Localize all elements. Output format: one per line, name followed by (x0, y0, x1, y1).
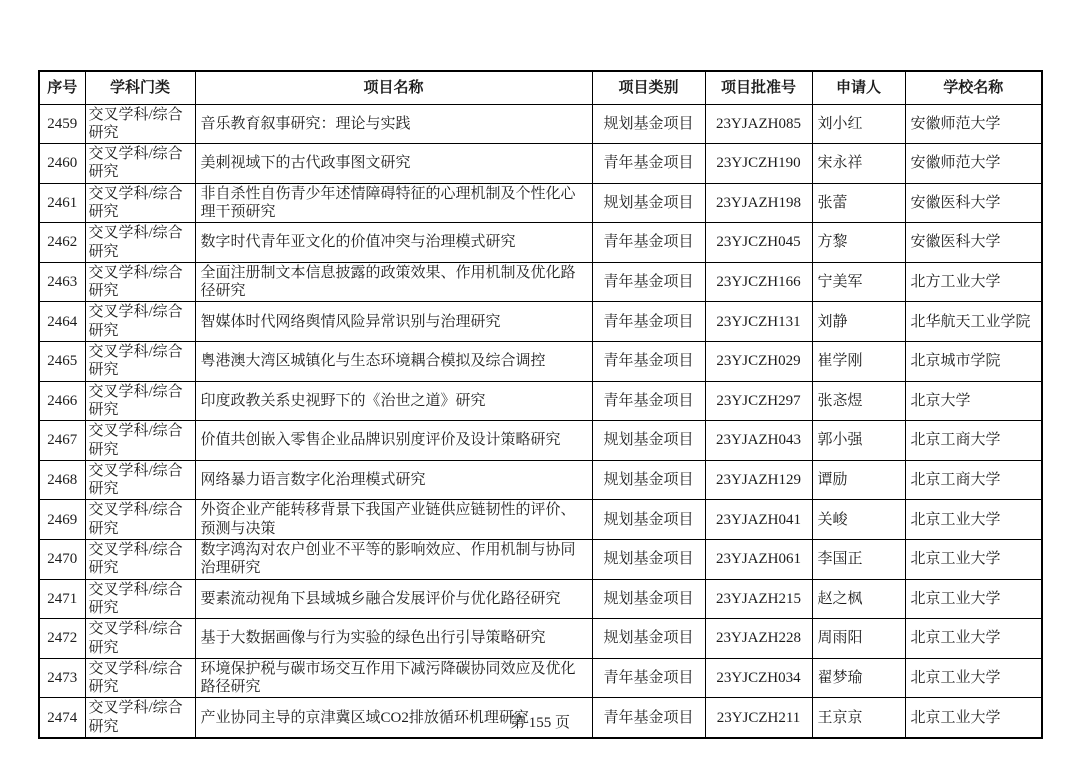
table-body (39, 104, 1042, 738)
table-row (39, 183, 1042, 223)
cell-serial: 2469 (39, 500, 85, 540)
cell-grant-number: 23YJAZH198 (705, 183, 812, 223)
column-header-project-type: 项目类别 (592, 71, 705, 104)
cell-discipline: 交叉学科/综合研究 (85, 381, 195, 421)
cell-project-type: 青年基金项目 (592, 262, 705, 302)
cell-school: 北京工业大学 (905, 579, 1042, 619)
column-header-project-title: 项目名称 (195, 71, 592, 104)
cell-grant-number: 23YJCZH297 (705, 381, 812, 421)
cell-applicant: 方黎 (812, 223, 905, 263)
projects-table (38, 70, 1043, 739)
cell-school: 北京大学 (905, 381, 1042, 421)
table-row (39, 658, 1042, 698)
cell-school: 北方工业大学 (905, 262, 1042, 302)
table-row (39, 421, 1042, 461)
cell-project-title: 全面注册制文本信息披露的政策效果、作用机制及优化路径研究 (195, 262, 592, 302)
cell-school: 北京工商大学 (905, 460, 1042, 500)
table-row (39, 619, 1042, 659)
cell-grant-number: 23YJCZH131 (705, 302, 812, 342)
cell-applicant: 郭小强 (812, 421, 905, 461)
cell-discipline: 交叉学科/综合研究 (85, 183, 195, 223)
cell-project-title: 音乐教育叙事研究：理论与实践 (195, 104, 592, 144)
cell-project-type: 规划基金项目 (592, 460, 705, 500)
cell-grant-number: 23YJAZH129 (705, 460, 812, 500)
cell-serial: 2473 (39, 658, 85, 698)
cell-project-type: 青年基金项目 (592, 223, 705, 263)
cell-project-type: 青年基金项目 (592, 698, 705, 738)
cell-school: 安徽医科大学 (905, 183, 1042, 223)
cell-project-title: 美刺视域下的古代政事图文研究 (195, 144, 592, 184)
cell-grant-number: 23YJCZH029 (705, 342, 812, 382)
cell-project-type: 规划基金项目 (592, 540, 705, 580)
table-row (39, 579, 1042, 619)
cell-applicant: 周雨阳 (812, 619, 905, 659)
cell-grant-number: 23YJAZH041 (705, 500, 812, 540)
cell-project-type: 青年基金项目 (592, 342, 705, 382)
table-row (39, 302, 1042, 342)
cell-project-type: 青年基金项目 (592, 302, 705, 342)
cell-grant-number: 23YJCZH045 (705, 223, 812, 263)
cell-discipline: 交叉学科/综合研究 (85, 144, 195, 184)
cell-applicant: 谭励 (812, 460, 905, 500)
cell-project-type: 规划基金项目 (592, 183, 705, 223)
cell-discipline: 交叉学科/综合研究 (85, 421, 195, 461)
cell-project-type: 规划基金项目 (592, 421, 705, 461)
table-row (39, 223, 1042, 263)
cell-project-title: 印度政教关系史视野下的《治世之道》研究 (195, 381, 592, 421)
column-header-serial: 序号 (39, 71, 85, 104)
cell-project-title: 要素流动视角下县域城乡融合发展评价与优化路径研究 (195, 579, 592, 619)
cell-school: 北京工业大学 (905, 500, 1042, 540)
cell-discipline: 交叉学科/综合研究 (85, 104, 195, 144)
cell-project-title: 数字时代青年亚文化的价值冲突与治理模式研究 (195, 223, 592, 263)
cell-discipline: 交叉学科/综合研究 (85, 619, 195, 659)
cell-grant-number: 23YJCZH034 (705, 658, 812, 698)
cell-applicant: 关峻 (812, 500, 905, 540)
cell-project-title: 环境保护税与碳市场交互作用下减污降碳协同效应及优化路径研究 (195, 658, 592, 698)
cell-applicant: 张忞煜 (812, 381, 905, 421)
cell-grant-number: 23YJAZH215 (705, 579, 812, 619)
cell-school: 北华航天工业学院 (905, 302, 1042, 342)
column-header-grant-number: 项目批准号 (705, 71, 812, 104)
cell-project-title: 网络暴力语言数字化治理模式研究 (195, 460, 592, 500)
cell-school: 北京工业大学 (905, 619, 1042, 659)
cell-applicant: 翟梦瑜 (812, 658, 905, 698)
cell-serial: 2461 (39, 183, 85, 223)
page-number: 第 155 页 (509, 715, 570, 731)
cell-school: 北京城市学院 (905, 342, 1042, 382)
cell-school: 北京工业大学 (905, 540, 1042, 580)
table-row (39, 460, 1042, 500)
cell-serial: 2471 (39, 579, 85, 619)
cell-grant-number: 23YJAZH085 (705, 104, 812, 144)
cell-applicant: 张蕾 (812, 183, 905, 223)
column-header-discipline: 学科门类 (85, 71, 195, 104)
table-row (39, 381, 1042, 421)
cell-project-type: 青年基金项目 (592, 144, 705, 184)
cell-serial: 2468 (39, 460, 85, 500)
cell-project-type: 规划基金项目 (592, 500, 705, 540)
table-row (39, 104, 1042, 144)
table-row (39, 500, 1042, 540)
cell-grant-number: 23YJCZH166 (705, 262, 812, 302)
cell-discipline: 交叉学科/综合研究 (85, 579, 195, 619)
cell-serial: 2464 (39, 302, 85, 342)
cell-school: 安徽医科大学 (905, 223, 1042, 263)
cell-serial: 2465 (39, 342, 85, 382)
header-row (39, 71, 1042, 104)
cell-applicant: 王京京 (812, 698, 905, 738)
cell-serial: 2466 (39, 381, 85, 421)
cell-applicant: 李国正 (812, 540, 905, 580)
cell-applicant: 赵之枫 (812, 579, 905, 619)
cell-discipline: 交叉学科/综合研究 (85, 698, 195, 738)
column-header-school: 学校名称 (905, 71, 1042, 104)
cell-grant-number: 23YJAZH043 (705, 421, 812, 461)
cell-project-title: 产业协同主导的京津冀区域CO2排放循环机理研究 (195, 698, 592, 738)
cell-school: 北京工业大学 (905, 698, 1042, 738)
cell-discipline: 交叉学科/综合研究 (85, 262, 195, 302)
table-header (39, 71, 1042, 104)
table-row (39, 262, 1042, 302)
cell-serial: 2463 (39, 262, 85, 302)
cell-project-title: 数字鸿沟对农户创业不平等的影响效应、作用机制与协同治理研究 (195, 540, 592, 580)
cell-discipline: 交叉学科/综合研究 (85, 223, 195, 263)
cell-applicant: 宁美军 (812, 262, 905, 302)
cell-project-title: 智媒体时代网络舆情风险异常识别与治理研究 (195, 302, 592, 342)
cell-grant-number: 23YJCZH190 (705, 144, 812, 184)
cell-grant-number: 23YJCZH211 (705, 698, 812, 738)
cell-serial: 2470 (39, 540, 85, 580)
cell-applicant: 刘静 (812, 302, 905, 342)
cell-project-title: 非自杀性自伤青少年述情障碍特征的心理机制及个性化心理干预研究 (195, 183, 592, 223)
cell-school: 安徽师范大学 (905, 144, 1042, 184)
cell-project-type: 青年基金项目 (592, 658, 705, 698)
column-header-applicant: 申请人 (812, 71, 905, 104)
cell-project-type: 规划基金项目 (592, 579, 705, 619)
table-row (39, 540, 1042, 580)
cell-school: 北京工商大学 (905, 421, 1042, 461)
cell-discipline: 交叉学科/综合研究 (85, 540, 195, 580)
table-row (39, 342, 1042, 382)
cell-project-title: 价值共创嵌入零售企业品牌识别度评价及设计策略研究 (195, 421, 592, 461)
cell-project-title: 基于大数据画像与行为实验的绿色出行引导策略研究 (195, 619, 592, 659)
cell-applicant: 崔学刚 (812, 342, 905, 382)
cell-discipline: 交叉学科/综合研究 (85, 658, 195, 698)
cell-grant-number: 23YJAZH228 (705, 619, 812, 659)
table-row (39, 144, 1042, 184)
cell-project-type: 青年基金项目 (592, 381, 705, 421)
cell-grant-number: 23YJAZH061 (705, 540, 812, 580)
cell-discipline: 交叉学科/综合研究 (85, 342, 195, 382)
cell-project-title: 外资企业产能转移背景下我国产业链供应链韧性的评价、预测与决策 (195, 500, 592, 540)
cell-serial: 2459 (39, 104, 85, 144)
cell-serial: 2462 (39, 223, 85, 263)
cell-serial: 2472 (39, 619, 85, 659)
cell-project-type: 规划基金项目 (592, 619, 705, 659)
cell-project-type: 规划基金项目 (592, 104, 705, 144)
cell-applicant: 宋永祥 (812, 144, 905, 184)
cell-serial: 2474 (39, 698, 85, 738)
cell-discipline: 交叉学科/综合研究 (85, 302, 195, 342)
cell-discipline: 交叉学科/综合研究 (85, 460, 195, 500)
cell-serial: 2467 (39, 421, 85, 461)
cell-school: 安徽师范大学 (905, 104, 1042, 144)
cell-serial: 2460 (39, 144, 85, 184)
cell-applicant: 刘小红 (812, 104, 905, 144)
cell-school: 北京工业大学 (905, 658, 1042, 698)
cell-discipline: 交叉学科/综合研究 (85, 500, 195, 540)
cell-project-title: 粤港澳大湾区城镇化与生态环境耦合模拟及综合调控 (195, 342, 592, 382)
